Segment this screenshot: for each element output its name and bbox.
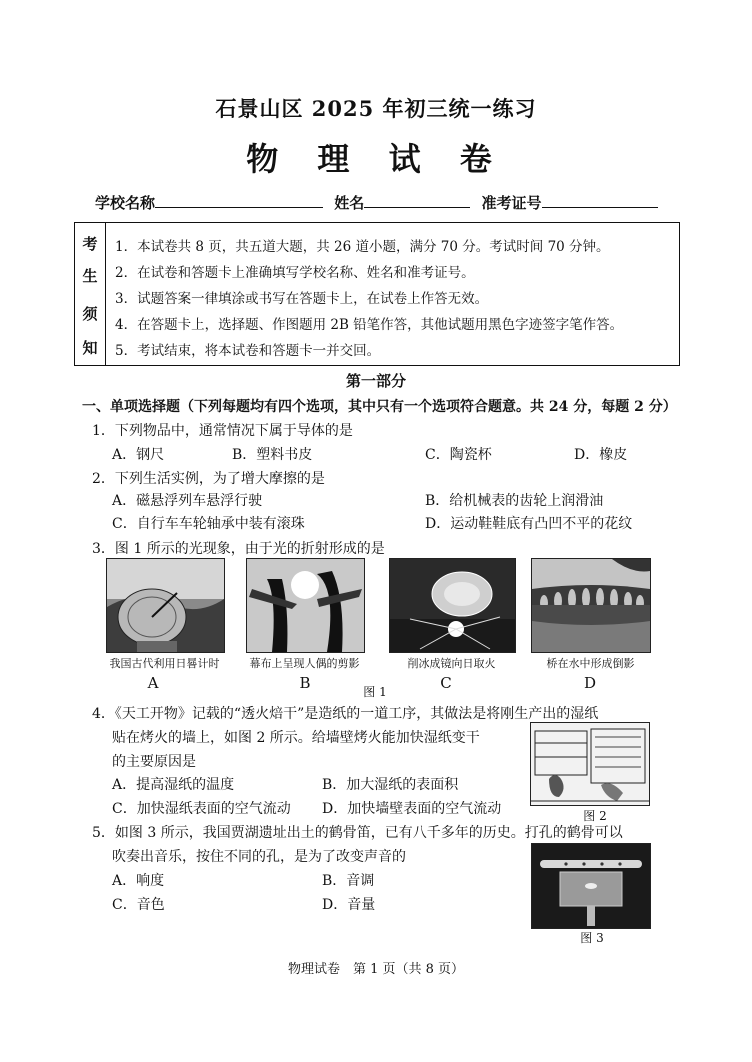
q3-letter-a: A (147, 674, 159, 692)
section-title: 一、单项选择题（下列每题均有四个选项，其中只有一个选项符合题意。共 24 分，每题 2 分） (82, 399, 677, 415)
q3-caption-b: 幕布上呈现人偶的剪影 (249, 657, 360, 670)
q3-letter-b: B (299, 674, 311, 692)
exam-notice-box (74, 222, 680, 366)
school-blank (155, 193, 323, 208)
side-char: 生 (82, 267, 98, 285)
q2-option-d: D．运动鞋鞋底有凸凹不平的花纹 (425, 516, 633, 532)
side-char: 须 (82, 305, 98, 323)
sundial-photo (106, 558, 225, 653)
q3-caption-c: 削冰成镜向日取火 (407, 657, 496, 670)
q4-option-c: C．加快湿纸表面的空气流动 (112, 801, 291, 817)
q3-letter-c: C (440, 674, 452, 692)
q4-stem-line1: 4．《天工开物》记载的“透火焙干”是造纸的一道工序，其做法是将刚生产出的湿纸 (92, 706, 599, 722)
bridge-reflection-photo (531, 558, 651, 653)
notice-rule: 3．试题答案一律填涂或书写在答题卡上，在试卷上作答无效。 (115, 291, 489, 307)
page-footer: 物理试卷 第 1 页（共 8 页） (287, 962, 465, 977)
q3-caption-d: 桥在水中形成倒影 (546, 657, 635, 670)
figure-1-label: 图 1 (363, 685, 387, 699)
q5-option-b: B．音调 (322, 873, 375, 889)
q1-option-b: B．塑料书皮 (232, 447, 313, 463)
notice-side-label (75, 223, 106, 365)
exam-id-blank (542, 193, 658, 208)
q4-option-b: B．加大湿纸的表面积 (322, 777, 459, 793)
notice-rule: 1．本试卷共 8 页，共五道大题，共 26 道小题，满分 70 分。考试时间 70 分钟。 (115, 239, 610, 255)
q5-option-a: A．响度 (112, 873, 165, 889)
figure-3-label: 图 3 (580, 931, 604, 945)
q2-option-b: B．给机械表的齿轮上润滑油 (425, 493, 604, 509)
exam-title: 石景山区 2025 年初三统一练习 (215, 96, 537, 121)
name-label: 姓名 (334, 194, 365, 212)
q5-option-c: C．音色 (112, 897, 165, 913)
q5-stem-line2: 吹奏出音乐，按住不同的孔，是为了改变声音的 (112, 849, 406, 865)
q3-caption-a: 我国古代利用日晷计时 (109, 657, 220, 670)
q3-stem: 3．图 1 所示的光现象，由于光的折射形成的是 (92, 541, 385, 557)
ice-lens-photo (389, 558, 516, 653)
q4-stem-line2: 贴在烤火的墙上，如图 2 所示。给墙壁烤火能加快湿纸变干 (112, 730, 480, 746)
side-char: 知 (82, 339, 98, 357)
school-label: 学校名称 (95, 194, 156, 212)
q5-option-d: D．音量 (322, 897, 376, 913)
candidate-info (95, 192, 658, 213)
notice-rule: 4．在答题卡上，选择题、作图题用 2B 铅笔作答，其他试题用黑色字迹签字笔作答。 (115, 317, 624, 333)
q2-stem: 2．下列生活实例，为了增大摩擦的是 (92, 471, 325, 487)
part-title: 第一部分 (345, 372, 406, 390)
exam-id-label: 准考证号 (481, 194, 542, 212)
notice-rule: 2．在试卷和答题卡上准确填写学校名称、姓名和准考证号。 (115, 265, 475, 281)
q4-option-d: D．加快墙壁表面的空气流动 (322, 801, 502, 817)
name-blank (364, 193, 470, 208)
q3-letter-d: D (583, 674, 597, 692)
notice-rule: 5．考试结束，将本试卷和答题卡一并交回。 (115, 343, 381, 359)
q2-option-c: C．自行车车轮轴承中装有滚珠 (112, 516, 305, 532)
q1-stem: 1．下列物品中，通常情况下属于导体的是 (92, 423, 353, 439)
figure-2-label: 图 2 (583, 809, 607, 823)
shadow-puppet-photo (246, 558, 365, 653)
q5-stem-line1: 5．如图 3 所示，我国贾湖遗址出土的鹤骨笛，已有八千多年的历史。打孔的鹤骨可以 (92, 825, 623, 841)
side-char: 考 (82, 235, 98, 253)
bone-flute-photo (531, 843, 651, 929)
q4-option-a: A．提高湿纸的温度 (112, 777, 235, 793)
q1-option-c: C．陶瓷杯 (425, 447, 492, 463)
q2-option-a: A．磁悬浮列车悬浮行驶 (112, 493, 263, 509)
q1-option-a: A．钢尺 (112, 447, 165, 463)
subject-title: 物 理 试 卷 (246, 140, 506, 178)
q1-option-d: D．橡皮 (574, 447, 628, 463)
q4-stem-line3: 的主要原因是 (112, 754, 196, 770)
papermaking-illustration (530, 722, 650, 806)
